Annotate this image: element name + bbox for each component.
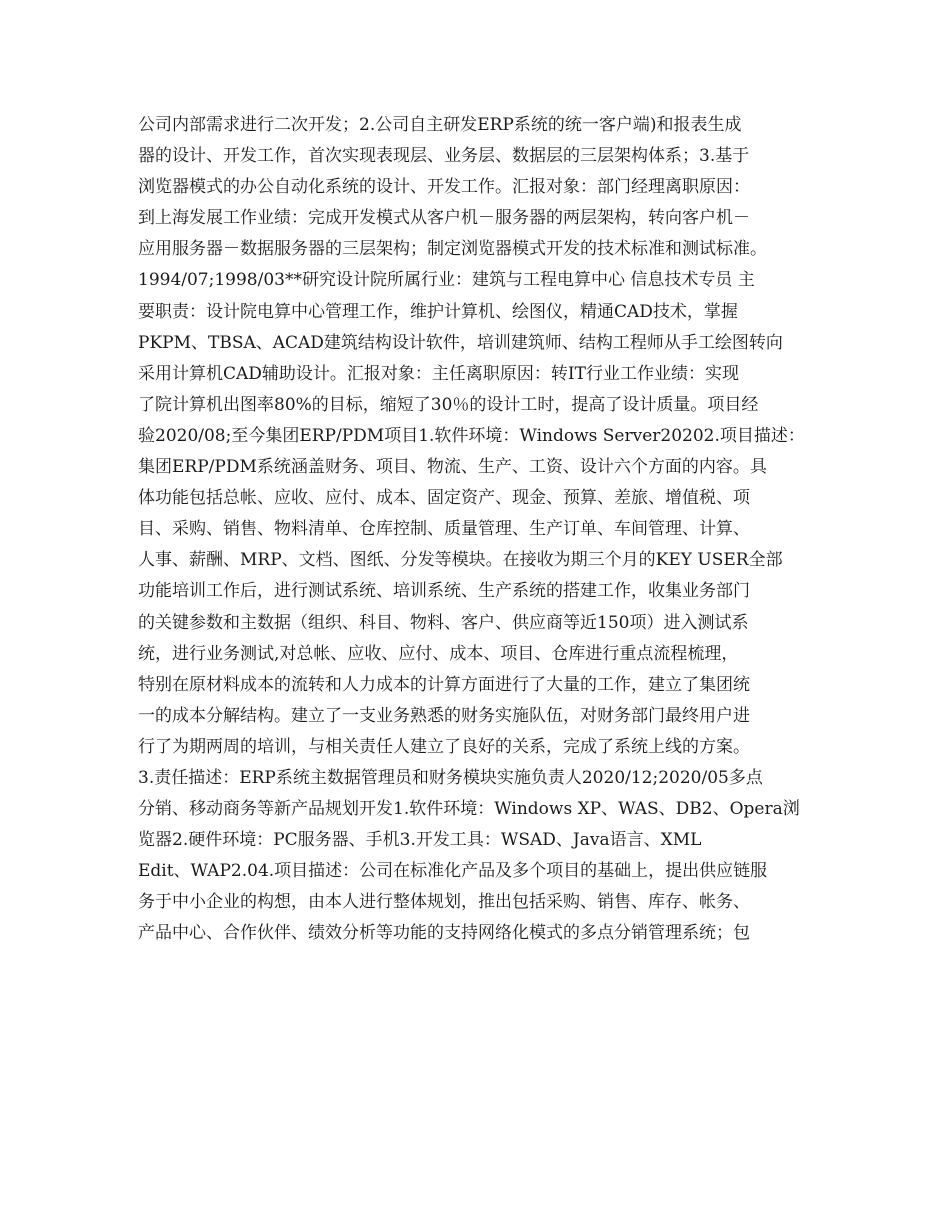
text-line: 采用计算机CAD辅助设计。汇报对象：主任离职原因：转IT行业工作业绩：实现 [138, 363, 739, 384]
text-line: PKPM、TBSA、ACAD建筑结构设计软件，培训建筑师、结构工程师从手工绘图转向 [138, 332, 783, 353]
text-line: 应用服务器－数据服务器的三层架构；制定浏览器模式开发的技术标准和测试标准。 [138, 239, 767, 260]
text-line: 了院计算机出图率80%的目标，缩短了30％的设计工时，提高了设计质量。项目经 [138, 394, 759, 415]
text-line: 1994/07;1998/03**研究设计院所属行业：建筑与工程电算中心 信息技术专员 主 [138, 270, 755, 291]
text-line: 功能培训工作后，进行测试系统、培训系统、生产系统的搭建工作，收集业务部门 [138, 581, 750, 602]
text-line: 务于中小企业的构想，由本人进行整体规划，推出包括采购、销售、库存、帐务、 [138, 892, 750, 913]
text-line: 公司内部需求进行二次开发；2.公司自主研发ERP系统的统一客户端)和报表生成 [138, 115, 742, 135]
body-text [138, 110, 828, 950]
text-line: 一的成本分解结构。建立了一支业务熟悉的财务实施队伍，对财务部门最终用户进 [138, 705, 750, 726]
text-line: 分销、移动商务等新产品规划开发1.软件环境：Windows XP、WAS、DB2、Opera浏 [138, 799, 800, 820]
text-line: 3.责任描述：ERP系统主数据管理员和财务模块实施负责人2020/12;2020/05多点 [138, 767, 763, 788]
text-line: 统，进行业务测试,对总帐、应收、应付、成本、项目、仓库进行重点流程梳理， [138, 643, 739, 664]
text-line: 览器2.硬件环境：PC服务器、手机3.开发工具：WSAD、Java语言、XML [138, 830, 702, 851]
text-line: 要职责：设计院电算中心管理工作，维护计算机、绘图仪，精通CAD技术，掌握 [138, 301, 738, 322]
text-line: 体功能包括总帐、应收、应付、成本、固定资产、现金、预算、差旅、增值税、项 [138, 488, 750, 509]
text-line: 人事、薪酬、MRP、文档、图纸、分发等模块。在接收为期三个月的KEY USER全部 [138, 550, 783, 571]
text-line: 目、采购、销售、物料清单、仓库控制、质量管理、生产订单、车间管理、计算、 [138, 519, 750, 540]
text-line: 产品中心、合作伙伴、绩效分析等功能的支持网络化模式的多点分销管理系统；包 [138, 923, 750, 944]
text-line: Edit、WAP2.04.项目描述：公司在标准化产品及多个项目的基础上，提出供应链服 [138, 861, 768, 882]
text-line: 验2020/08;至今集团ERP/PDM项目1.软件环境：Windows Server20202.项目描述： [138, 425, 805, 446]
text-line: 集团ERP/PDM系统涵盖财务、项目、物流、生产、工资、设计六个方面的内容。具 [138, 457, 767, 478]
text-line: 行了为期两周的培训，与相关责任人建立了良好的关系，完成了系统上线的方案。 [138, 736, 750, 757]
text-line: 特别在原材料成本的流转和人力成本的计算方面进行了大量的工作，建立了集团统 [138, 674, 750, 695]
text-line: 器的设计、开发工作，首次实现表现层、业务层、数据层的三层架构体系；3.基于 [138, 146, 750, 167]
text-line: 浏览器模式的办公自动化系统的设计、开发工作。汇报对象：部门经理离职原因： [138, 177, 750, 198]
text-line: 的关键参数和主数据（组织、科目、物料、客户、供应商等近150项）进入测试系 [138, 612, 749, 633]
text-line: 到上海发展工作业绩：完成开发模式从客户机－服务器的两层架构，转向客户机－ [138, 208, 750, 229]
